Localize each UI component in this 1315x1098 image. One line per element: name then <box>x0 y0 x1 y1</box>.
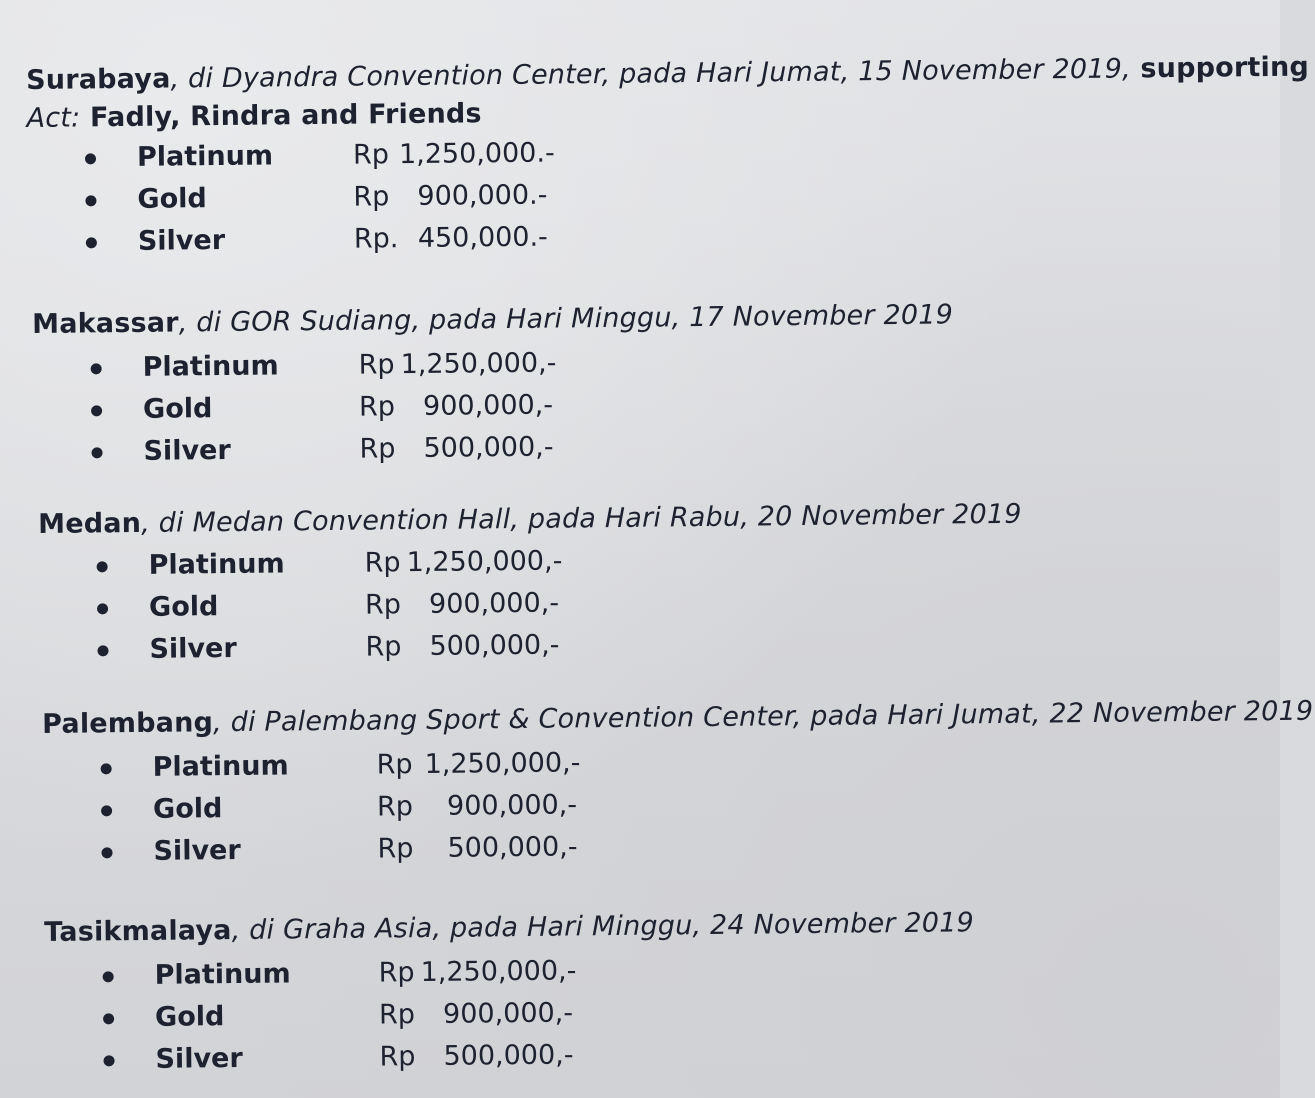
bullet-icon <box>103 971 114 982</box>
tier-price: 900,000.- <box>417 179 548 212</box>
tier-currency: Rp <box>378 999 416 1031</box>
ticket-tier-list <box>42 735 1303 874</box>
tier-name: Gold <box>142 393 213 425</box>
tier-name: Gold <box>148 591 219 623</box>
tier-name: Gold <box>154 1001 225 1033</box>
event-section-surabaya <box>26 49 1310 264</box>
tier-price: 1,250,000,- <box>424 747 581 780</box>
tier-name: Silver <box>137 224 226 257</box>
event-details: , di Medan Convention Hall, pada Hari Rabu, 20 November 2019 <box>140 498 1022 539</box>
tier-price: 1,250,000,- <box>400 347 557 381</box>
event-details: , di Palembang Sport & Convention Center, pada Hari Jumat, 22 November 2019 <box>212 695 1314 739</box>
event-details: , di Graha Asia, pada Hari Minggu, 24 November 2019 <box>231 907 975 947</box>
tier-price: 900,000,- <box>428 587 560 620</box>
tier-currency: Rp <box>358 349 395 381</box>
tier-price: 450,000.- <box>417 221 549 254</box>
event-city: Surabaya <box>26 63 171 96</box>
tier-currency: Rp <box>365 631 402 663</box>
event-section-makassar <box>32 293 1294 474</box>
tier-name: Platinum <box>152 750 289 783</box>
tier-currency: Rp <box>376 749 413 781</box>
tier-currency: Rp <box>353 181 390 213</box>
bullet-icon <box>101 847 112 858</box>
tier-currency: Rp <box>359 433 396 465</box>
ticket-tier-list <box>27 125 1288 264</box>
tier-name: Gold <box>152 793 223 825</box>
bullet-icon <box>91 405 102 416</box>
tier-price: 1,250,000,- <box>420 955 577 989</box>
bullet-icon <box>103 1013 114 1024</box>
tier-currency: Rp. <box>353 223 399 255</box>
event-section-medan <box>38 493 1300 672</box>
tier-price: 1,250,000,- <box>406 545 563 579</box>
ticket-tier-list <box>38 533 1299 672</box>
bullet-icon <box>103 1055 114 1066</box>
bullet-icon <box>97 603 108 614</box>
tier-name: Silver <box>153 834 241 867</box>
event-details: , di GOR Sudiang, pada Hari Minggu, 17 November 2019 <box>178 299 954 339</box>
event-city: Tasikmalaya <box>44 915 232 948</box>
bullet-icon <box>97 561 108 572</box>
bullet-icon <box>85 153 96 164</box>
tier-currency: Rp <box>358 391 396 423</box>
tier-currency: Rp <box>378 957 415 989</box>
ticket-tier-list <box>32 335 1293 474</box>
tier-price: 500,000,- <box>423 431 554 464</box>
tier-name: Silver <box>149 632 237 665</box>
bullet-icon <box>101 763 112 774</box>
tier-currency: Rp <box>352 139 390 171</box>
tier-name: Platinum <box>148 548 285 581</box>
tier-price: 500,000,- <box>443 1039 574 1072</box>
tier-name: Platinum <box>142 350 279 383</box>
tier-name: Gold <box>137 183 207 215</box>
tier-currency: Rp <box>364 589 402 621</box>
event-details: , di Dyandra Convention Center, pada Hari Jumat, 15 November 2019, <box>170 53 1132 95</box>
tier-name: Silver <box>155 1042 243 1075</box>
tier-currency: Rp <box>379 1041 416 1073</box>
tier-price: 900,000,- <box>422 389 554 422</box>
tier-name: Silver <box>143 434 231 467</box>
bullet-icon <box>91 447 102 458</box>
tier-price: 900,000,- <box>442 997 574 1030</box>
event-city: Medan <box>38 507 142 540</box>
tier-currency: Rp <box>377 833 414 865</box>
event-details-suffix: supporting <box>1130 51 1310 85</box>
act-label: Act: <box>26 102 81 134</box>
bullet-icon <box>91 363 102 374</box>
tier-name: Platinum <box>154 958 291 991</box>
tier-price: 1,250,000.- <box>398 137 555 171</box>
bullet-icon <box>86 237 97 248</box>
event-city: Makassar <box>32 307 179 340</box>
event-section-palembang <box>42 693 1314 874</box>
bullet-icon <box>97 645 108 656</box>
tier-currency: Rp <box>376 791 414 823</box>
bullet-icon <box>85 195 96 206</box>
tier-price: 500,000,- <box>429 629 560 662</box>
bullet-icon <box>101 805 112 816</box>
ticket-tier-list <box>44 943 1305 1082</box>
event-city: Palembang <box>42 707 214 740</box>
tier-price: 900,000,- <box>446 789 578 822</box>
act-names: Fadly, Rindra and Friends <box>80 98 482 134</box>
event-section-tasikmalaya <box>44 901 1306 1082</box>
tier-currency: Rp <box>364 547 401 579</box>
tier-price: 500,000,- <box>447 831 578 864</box>
tier-name: Platinum <box>136 140 274 173</box>
